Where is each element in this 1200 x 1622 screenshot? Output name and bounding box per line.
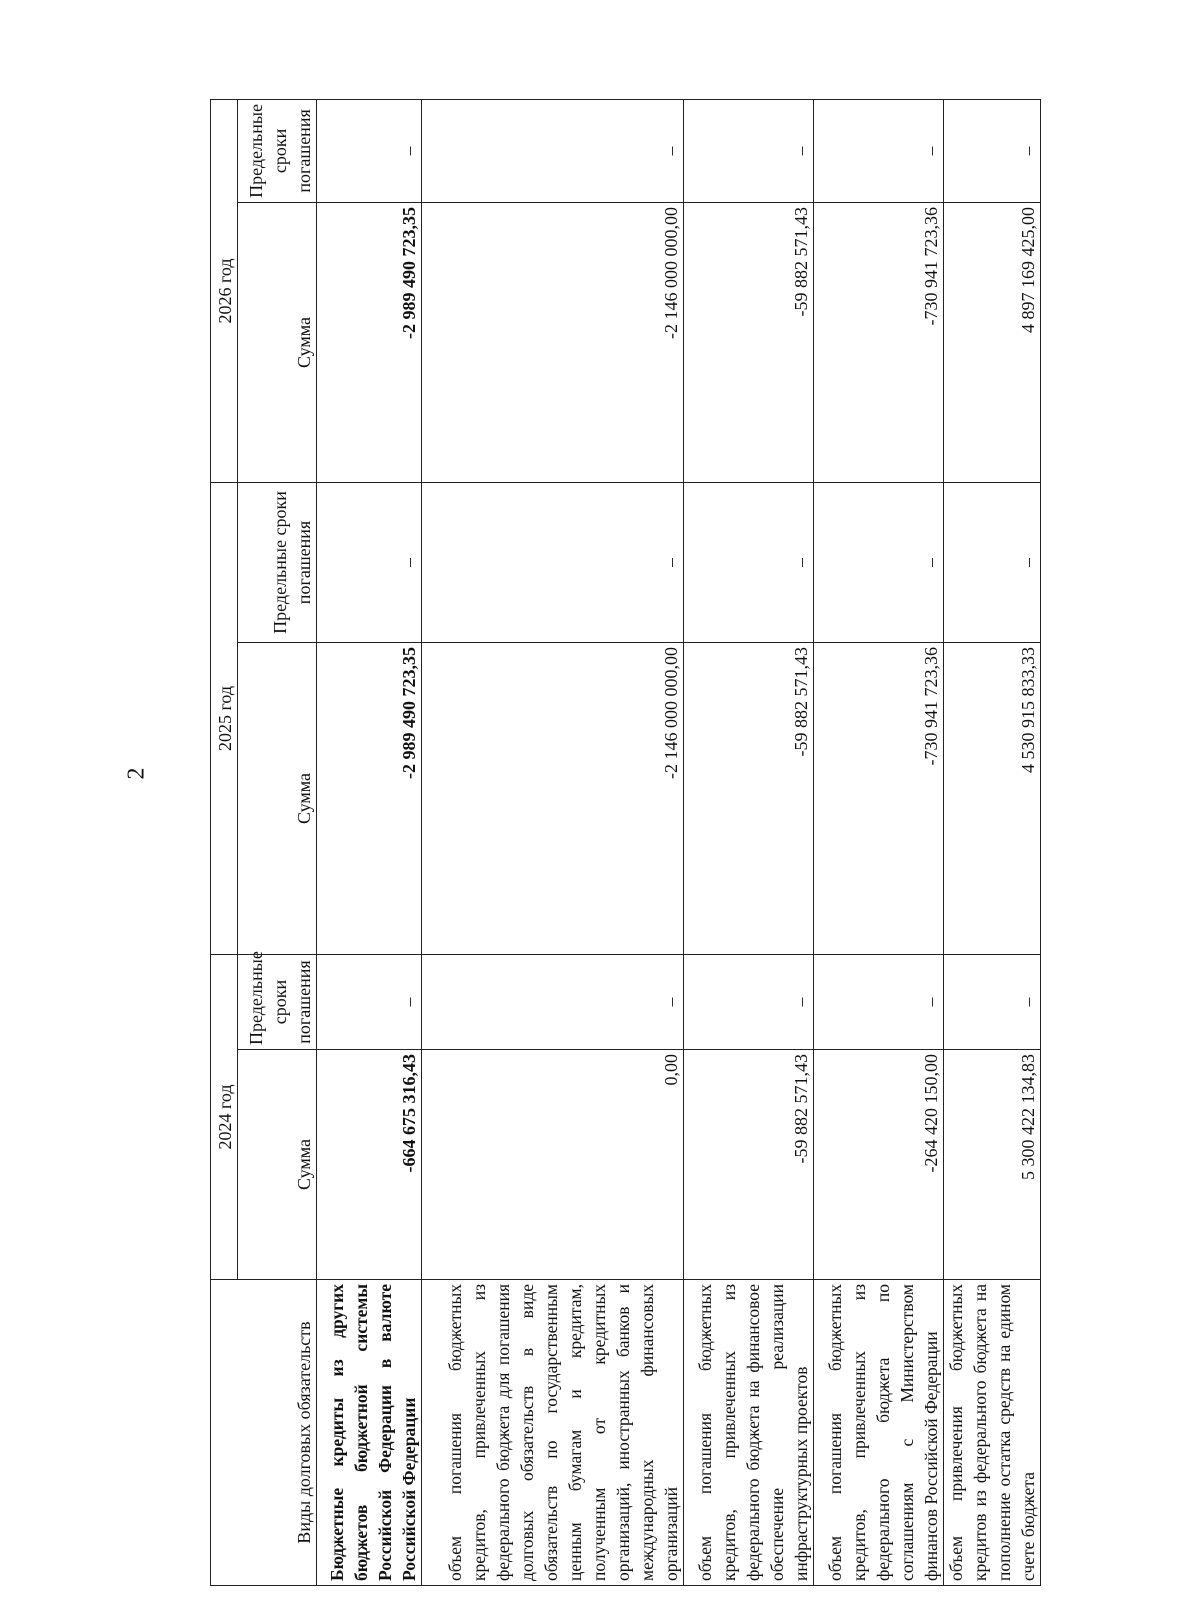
term-cell: – xyxy=(422,482,684,642)
row-label: объем погашения бюджетных кредитов, привлеченных из федерального бюджета по соглашениям с Министерством финансов Российской Федерации xyxy=(814,1280,944,1586)
sum-cell: -2 146 000 000,00 xyxy=(422,202,684,482)
term-cell: – xyxy=(684,99,814,202)
sum-cell: 4 530 915 833,33 xyxy=(944,642,1041,954)
page-number: 2 xyxy=(123,767,150,780)
sum-header-2024: Сумма xyxy=(238,1050,317,1280)
term-cell: – xyxy=(814,99,944,202)
sum-cell: 0,00 xyxy=(422,1050,684,1280)
term-cell: – xyxy=(317,99,422,202)
term-cell: – xyxy=(422,954,684,1049)
debt-obligations-table xyxy=(210,99,1041,1586)
term-cell: – xyxy=(944,482,1041,642)
rotated-table-container xyxy=(210,100,1038,1586)
sum-cell: -59 882 571,43 xyxy=(684,642,814,954)
term-cell: – xyxy=(684,482,814,642)
term-cell: – xyxy=(684,954,814,1049)
sum-cell: -730 941 723,36 xyxy=(814,202,944,482)
term-cell: – xyxy=(422,99,684,202)
table-row xyxy=(422,99,684,1585)
term-cell: – xyxy=(317,482,422,642)
table-row xyxy=(814,99,944,1585)
row-label: объем привлечения бюджетных кредитов из федерального бюджета на пополнение остатка средств на едином счете бюджета xyxy=(944,1280,1041,1586)
term-cell: – xyxy=(944,954,1041,1049)
sum-cell: -730 941 723,36 xyxy=(814,642,944,954)
sum-cell: -664 675 316,43 xyxy=(317,1050,422,1280)
term-header-2024: Предельные сроки погашения xyxy=(238,954,317,1049)
row-label: объем погашения бюджетных кредитов, привлеченных из федерального бюджета для погашения долговых обязательств в виде обязательств по государственным ценным бумагам и кредитам, полученным от кредитных организаций, иностранных банков и международных финансовых организаций xyxy=(422,1280,684,1586)
table-row xyxy=(944,99,1041,1585)
term-cell: – xyxy=(944,99,1041,202)
term-cell: – xyxy=(814,954,944,1049)
sum-cell: 5 300 422 134,83 xyxy=(944,1050,1041,1280)
sum-cell: -59 882 571,43 xyxy=(684,1050,814,1280)
sum-header-2025: Сумма xyxy=(238,642,317,954)
table-row xyxy=(684,99,814,1585)
sum-header-2026: Сумма xyxy=(238,202,317,482)
year-header-2024: 2024 год xyxy=(211,954,238,1279)
sum-cell: -2 146 000 000,00 xyxy=(422,642,684,954)
term-header-2026: Предельные сроки погашения xyxy=(238,99,317,202)
term-cell: – xyxy=(814,482,944,642)
sum-cell: -2 989 490 723,35 xyxy=(317,642,422,954)
table-row xyxy=(317,99,422,1585)
sum-cell: 4 897 169 425,00 xyxy=(944,202,1041,482)
sum-cell: -2 989 490 723,35 xyxy=(317,202,422,482)
year-header-2026: 2026 год xyxy=(211,99,238,482)
year-header-2025: 2025 год xyxy=(211,482,238,954)
header-row-years xyxy=(211,99,238,1585)
row-label: объем погашения бюджетных кредитов, привлеченных из федерального бюджета на финансовое обеспечение реализации инфраструктурных проектов xyxy=(684,1280,814,1586)
sum-cell: -59 882 571,43 xyxy=(684,202,814,482)
row-label: Бюджетные кредиты из других бюджетов бюджетной системы Российской Федерации в валюте Российской Федерации xyxy=(317,1280,422,1586)
sum-cell: -264 420 150,00 xyxy=(814,1050,944,1280)
term-cell: – xyxy=(317,954,422,1049)
term-header-2025: Предельные сроки погашения xyxy=(238,482,317,642)
column-header-types: Виды долговых обязательств xyxy=(211,1280,317,1586)
